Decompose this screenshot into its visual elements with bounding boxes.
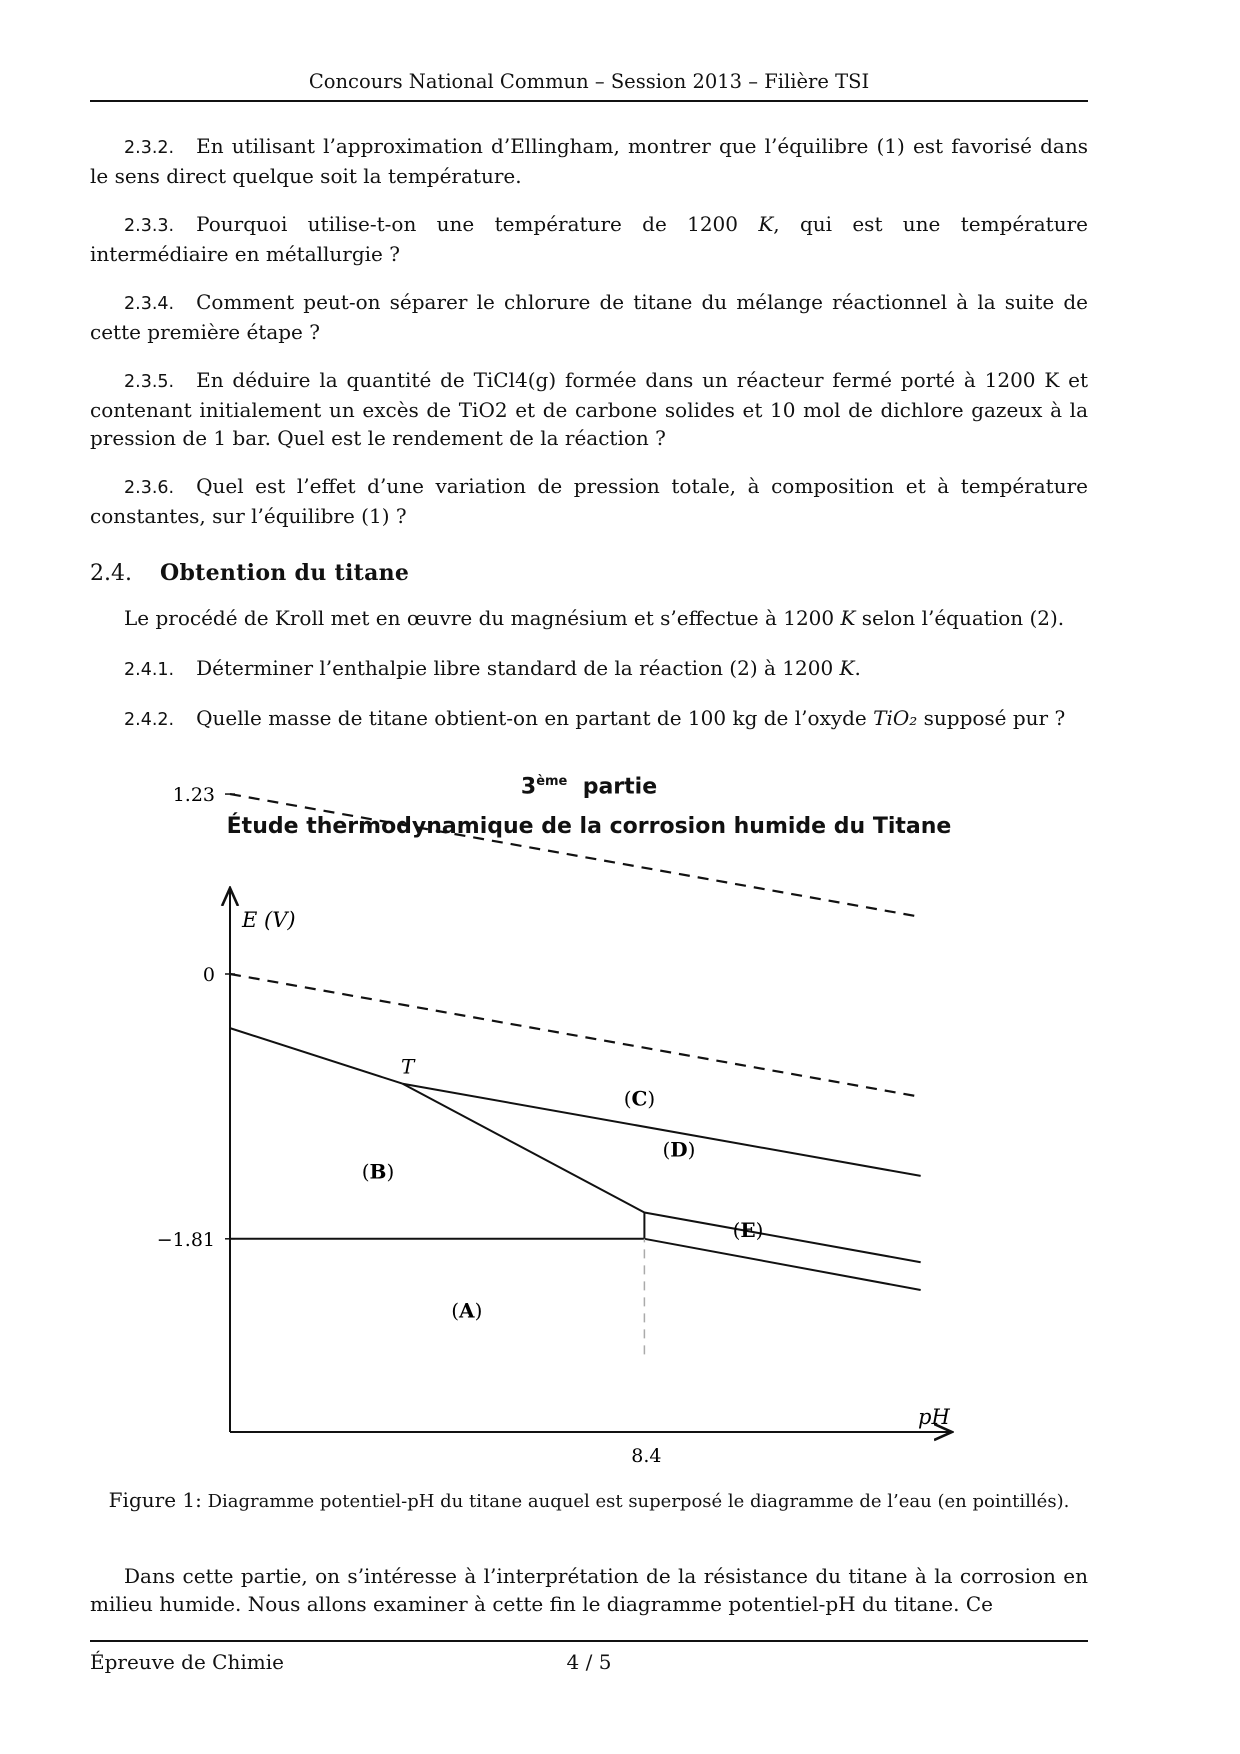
part-number: 3 <box>520 774 537 800</box>
region-label-c: (C) <box>623 1086 656 1111</box>
point-label-t: T <box>400 1054 415 1079</box>
y-tick-label: −1.81 <box>156 1228 215 1251</box>
figure-label: Figure 1: <box>108 1488 202 1512</box>
question-number: 2.3.2. <box>124 138 175 158</box>
page-header: Concours National Commun – Session 2013 – Filière TSI <box>308 70 870 93</box>
series-line-d-e-boundary <box>644 1212 920 1262</box>
figure-caption <box>90 1488 1088 1512</box>
region-label-d: (D) <box>662 1137 696 1162</box>
y-axis-label: E (V) <box>242 908 296 932</box>
section-number: 2.4. <box>90 561 132 586</box>
math-unit: K <box>840 606 856 630</box>
page-number: 4 / 5 <box>566 1650 612 1674</box>
region-label-b: (B) <box>361 1159 395 1184</box>
figure-caption-text: Diagramme potentiel-pH du titane auquel est superposé le diagramme de l’eau (en pointillés). <box>207 1491 1070 1512</box>
intro-text: Le procédé de Kroll met en œuvre du magnésium et s’effectue à 1200 <box>124 606 841 630</box>
intro-text: selon l’équation (2). <box>855 606 1065 630</box>
question-number: 2.4.2. <box>124 710 175 730</box>
series-line-water-upper <box>230 794 921 917</box>
math-unit: K <box>839 656 855 680</box>
footer-title: Épreuve de Chimie <box>90 1650 284 1674</box>
series-line-b-d-boundary <box>403 1084 645 1213</box>
math-formula: TiO₂ <box>873 706 918 730</box>
series-line-c-d-boundary <box>403 1084 921 1176</box>
question-text: En utilisant l’approximation d’Ellingham, montrer que l’équilibre (1) est favorisé dans le sens direct quelque soit la température. <box>90 134 1088 188</box>
region-label-e: (E) <box>732 1218 764 1243</box>
region-label-a: (A) <box>451 1298 483 1323</box>
body-paragraph: Dans cette partie, on s’intéresse à l’interprétation de la résistance du titane à la corrosion en milieu humide. Nous allons examiner à cette fin le diagramme potentiel-pH du titane. Ce <box>90 1564 1088 1616</box>
series-line-a-e-boundary <box>644 1239 920 1290</box>
question-number: 2.3.5. <box>124 372 175 392</box>
question-number: 2.4.1. <box>124 660 175 680</box>
question-text: Comment peut-on séparer le chlorure de titane du mélange réactionnel à la suite de cette première étape ? <box>90 290 1088 344</box>
question-text: Quel est l’effet d’une variation de pression totale, à composition et à température constantes, sur l’équilibre (1) ? <box>90 474 1088 528</box>
math-unit: K <box>758 212 774 236</box>
y-tick-label: 1.23 <box>172 784 215 807</box>
question-text: Pourquoi utilise-t-on une température de 1200 <box>196 212 759 236</box>
part-title: Étude thermodynamique de la corrosion humide du Titane <box>226 814 952 839</box>
question-text: Quelle masse de titane obtient-on en partant de 100 kg de l’oxyde <box>196 706 874 730</box>
question-number: 2.3.6. <box>124 478 175 498</box>
question-number: 2.3.4. <box>124 294 175 314</box>
footer-rule <box>90 1640 1088 1642</box>
question-text: Déterminer l’enthalpie libre standard de la réaction (2) à 1200 <box>196 656 840 680</box>
question-text: . <box>854 656 861 680</box>
part-word: partie <box>582 774 658 800</box>
section-title: Obtention du titane <box>160 560 410 586</box>
series-line-water-lower <box>230 974 921 1097</box>
part-sup: ème <box>536 774 568 789</box>
question-text: En déduire la quantité de TiCl4(g) formée dans un réacteur fermé porté à 1200 K et contenant initialement un excès de TiO2 et de carbone solides et 10 mol de dichlore gazeux à la pression de 1 bar. Quel est le rendement de la réaction ? <box>90 368 1088 450</box>
y-tick-label: 0 <box>202 964 215 986</box>
x-tick-label: 8.4 <box>631 1445 662 1467</box>
question-text: , qui est une température intermédiaire en métallurgie ? <box>90 212 1088 266</box>
x-axis-label: pH <box>918 1405 950 1429</box>
series-line-b-c-boundary <box>230 1028 403 1084</box>
question-text: supposé pur ? <box>917 706 1066 730</box>
question-number: 2.3.3. <box>124 216 175 236</box>
